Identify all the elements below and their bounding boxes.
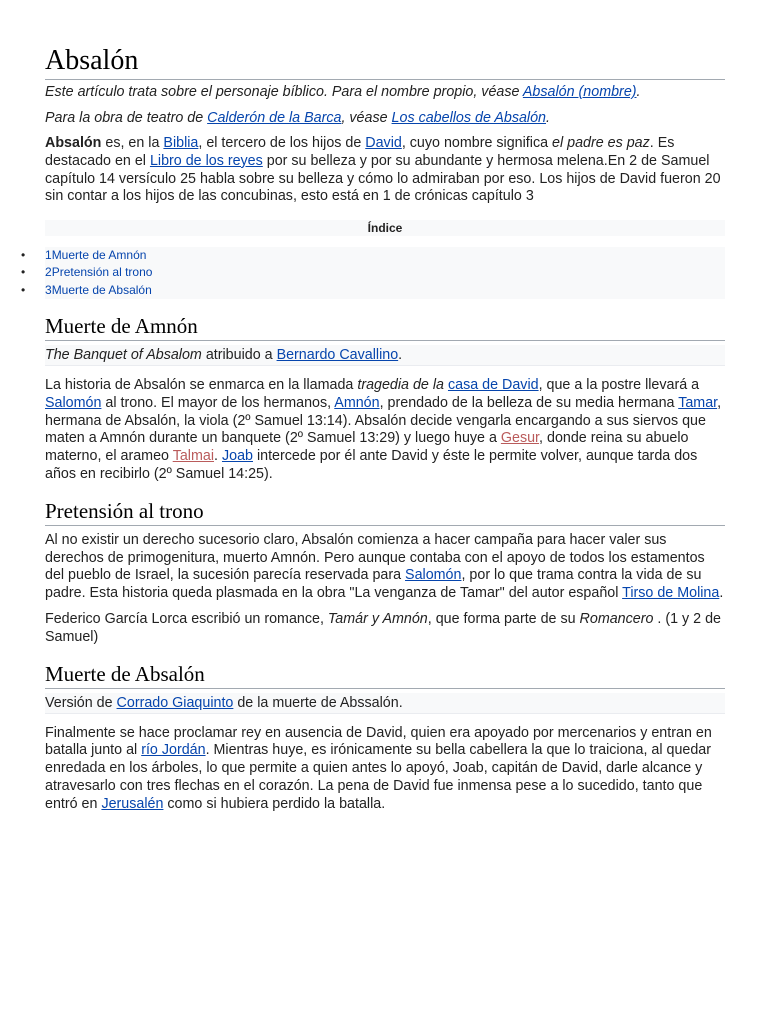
link-david[interactable]: David bbox=[365, 135, 402, 151]
link-libro-reyes[interactable]: Libro de los reyes bbox=[149, 152, 263, 169]
section-paragraph: La historia de Absalón se enmarca en la llamada tragedia de la casa de David, que a la postre llevará a Salomón al trono. El mayor de los hermanos, Amnón, prendado de la belleza de su media hermana Tamar, hermana de Absalón, la viola (2º Samuel 13:14). Absalón decide vengarla encargando a sus siervos que maten a Amnón durante un banquete (2º Samuel 13:29) y luego huye a Gesur, donde reina su abuelo materno, el arameo Talmai. Joab intercede por él ante David y éste le permite volver, aunque tarda dos años en recibirlo (2º Samuel 14:25). bbox=[45, 377, 722, 483]
toc-item bbox=[21, 247, 725, 264]
link-tirso-molina[interactable]: Tirso de Molina bbox=[622, 585, 720, 602]
section-paragraph: Al no existir un derecho sucesorio claro, Absalón comienza a hacer campaña para hacer valer sus derechos de primogenitura, muerto Amnón. Pero aunque contaba con el apoyo de todos los estamentos del pueblo de Israel, la sucesión parecía reservada para Salomón, por lo que trama contra la vida de su padre. Esta historia queda plasmada en la obra "La venganza de Tamar" del autor español Tirso de Molina. bbox=[45, 531, 724, 602]
toc-item bbox=[21, 264, 725, 281]
toc-item bbox=[21, 282, 725, 299]
article-content bbox=[21, 44, 725, 814]
link-los-cabellos[interactable]: Los cabellos de Absalón bbox=[391, 110, 547, 126]
link-gesur[interactable]: Gesur bbox=[500, 430, 540, 447]
link-calderon[interactable]: Calderón de la Barca bbox=[207, 110, 342, 126]
toc-bullet: • bbox=[21, 282, 26, 297]
link-amnon[interactable]: Amnón bbox=[334, 394, 380, 411]
toc-bullet: • bbox=[21, 265, 26, 280]
link-jerusalen[interactable]: Jerusalén bbox=[101, 795, 164, 812]
link-joab[interactable]: Joab bbox=[221, 448, 253, 465]
image-caption-giaquinto: Versión de Corrado Giaquinto de la muerte de Abssalón. bbox=[45, 693, 725, 714]
section-heading-muerte-absalon: Muerte de Absalón bbox=[45, 661, 725, 689]
toc-title: Índice bbox=[45, 220, 725, 236]
hatnote-name: Este artículo trata sobre el personaje bíblico. Para el nombre propio, véase Absalón (nombre). bbox=[45, 84, 641, 100]
link-bernardo-cavallino[interactable]: Bernardo Cavallino bbox=[276, 347, 399, 364]
toc-link-muerte-absalon[interactable]: 3Muerte de Absalón bbox=[45, 282, 152, 297]
intro-paragraph: Absalón es, en la Biblia, el tercero de los hijos de David, cuyo nombre significa el padre es paz. Es destacado en el Libro de los reyes por su belleza y por su abundante y hermosa melena.En 2 de Samuel capítulo 14 versículo 25 habla sobre su belleza y cómo lo admiraban por eso. Los hijos de David fueron 20 sin contar a los hijos de las concubinas, esto está en 1 de crónicas capítulo 3 bbox=[45, 135, 721, 205]
toc-link-pretension[interactable]: 2Pretensión al trono bbox=[45, 265, 153, 280]
link-rio-jordan[interactable]: río Jordán bbox=[141, 742, 206, 759]
link-tamar[interactable]: Tamar bbox=[678, 394, 718, 411]
toc-bullet: • bbox=[21, 248, 26, 263]
link-corrado-giaquinto[interactable]: Corrado Giaquinto bbox=[116, 694, 234, 711]
section-paragraph: Federico García Lorca escribió un romance, Tamár y Amnón, que forma parte de su Romancero . (1 y 2 de Samuel) bbox=[45, 611, 722, 645]
section-heading-pretension: Pretensión al trono bbox=[45, 498, 725, 526]
toc-link-muerte-amnon[interactable]: 1Muerte de Amnón bbox=[45, 248, 147, 263]
link-biblia[interactable]: Biblia bbox=[163, 135, 199, 151]
link-salomon-2[interactable]: Salomón bbox=[405, 567, 462, 584]
link-casa-david[interactable]: casa de David bbox=[447, 377, 539, 394]
link-talmai[interactable]: Talmai bbox=[172, 448, 215, 465]
section-paragraph: Finalmente se hace proclamar rey en ausencia de David, quien era apoyado por mercenarios y entran en batalla junto al río Jordán. Mientras huye, es irónicamente su bella cabellera la que lo traiciona, al quedar enredada en los árboles, lo que permite a quien antes lo apoyó, Joab, capitán de David, darle alcance y atravesarlo con tres flechas en el corazón. La pena de David fue inmensa pese a lo sucedido, tanto que entró en Jerusalén como si hubiera perdido la batalla. bbox=[45, 724, 712, 812]
toc-list bbox=[21, 247, 725, 299]
link-salomon[interactable]: Salomón bbox=[45, 394, 102, 411]
section-heading-muerte-amnon: Muerte de Amnón bbox=[45, 313, 725, 341]
image-caption-banquet: The Banquet of Absalom atribuido a Bernardo Cavallino. bbox=[45, 345, 725, 366]
hatnote-theater: Para la obra de teatro de Calderón de la Barca, véase Los cabellos de Absalón. bbox=[45, 110, 550, 126]
link-absalon-nombre[interactable]: Absalón (nombre) bbox=[522, 84, 637, 100]
page-title: Absalón bbox=[45, 44, 725, 80]
